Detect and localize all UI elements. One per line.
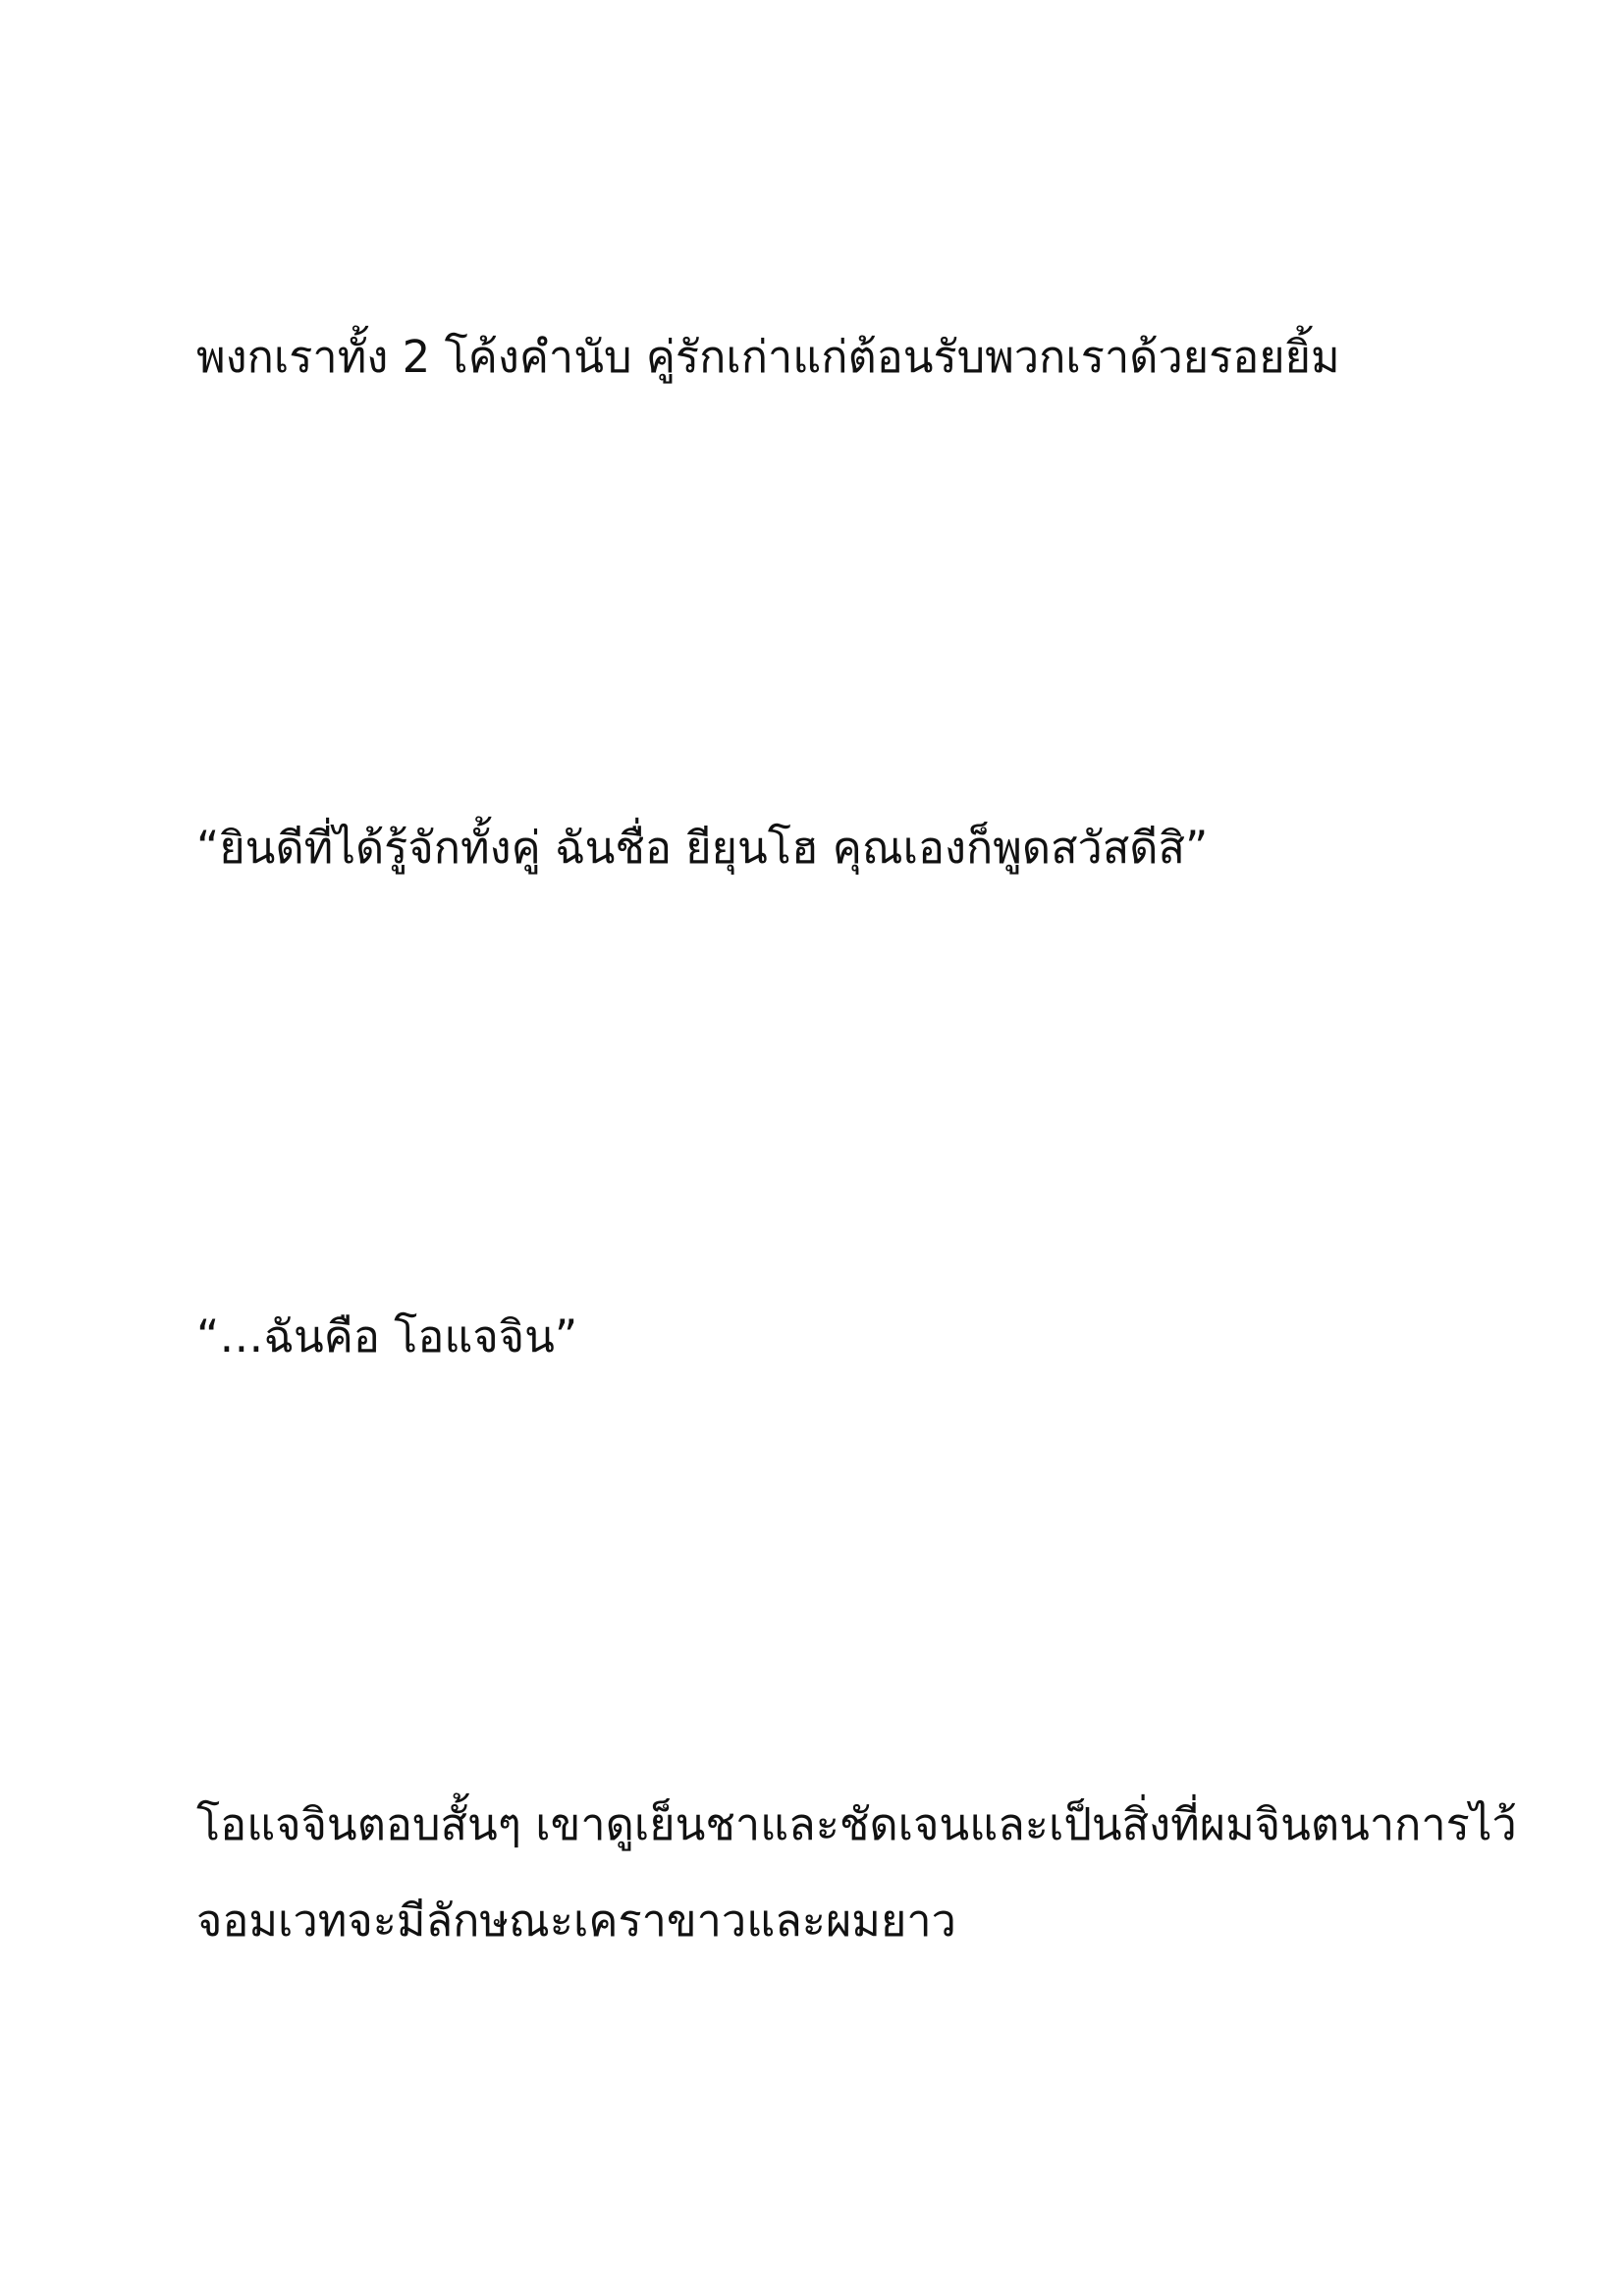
paragraph-line: “ยินดีที่ได้รู้จักทั้งคู่ ฉันชื่อ ยียุนโฮ คุณเองก็พูดสวัสดีสิ” — [196, 822, 1209, 874]
paragraph-line: “…ฉันคือ โอแจจิน” — [196, 1310, 578, 1362]
paragraph-line: พงกเราทั้ง 2 โค้งคำนับ คู่รักเก่าแก่ต้อนรับพวกเราด้วยรอยยิ้ม — [196, 331, 1340, 383]
paragraph-dialogue-jaejin — [196, 1289, 1473, 1385]
paragraph-line: โอแจจินตอบสั้นๆ เขาดูเย็นชาและชัดเจนและเป็นสิ่งที่ผมจินตนาการไว้ — [196, 1798, 1517, 1850]
paragraph-dialogue-yunho — [196, 800, 1473, 896]
paragraph-narration — [196, 1777, 1517, 1969]
paragraph-line: จอมเวทจะมีลักษณะเคราขาวและผมยาว — [196, 1895, 956, 1947]
paragraph-greeting-bow — [196, 309, 1473, 405]
